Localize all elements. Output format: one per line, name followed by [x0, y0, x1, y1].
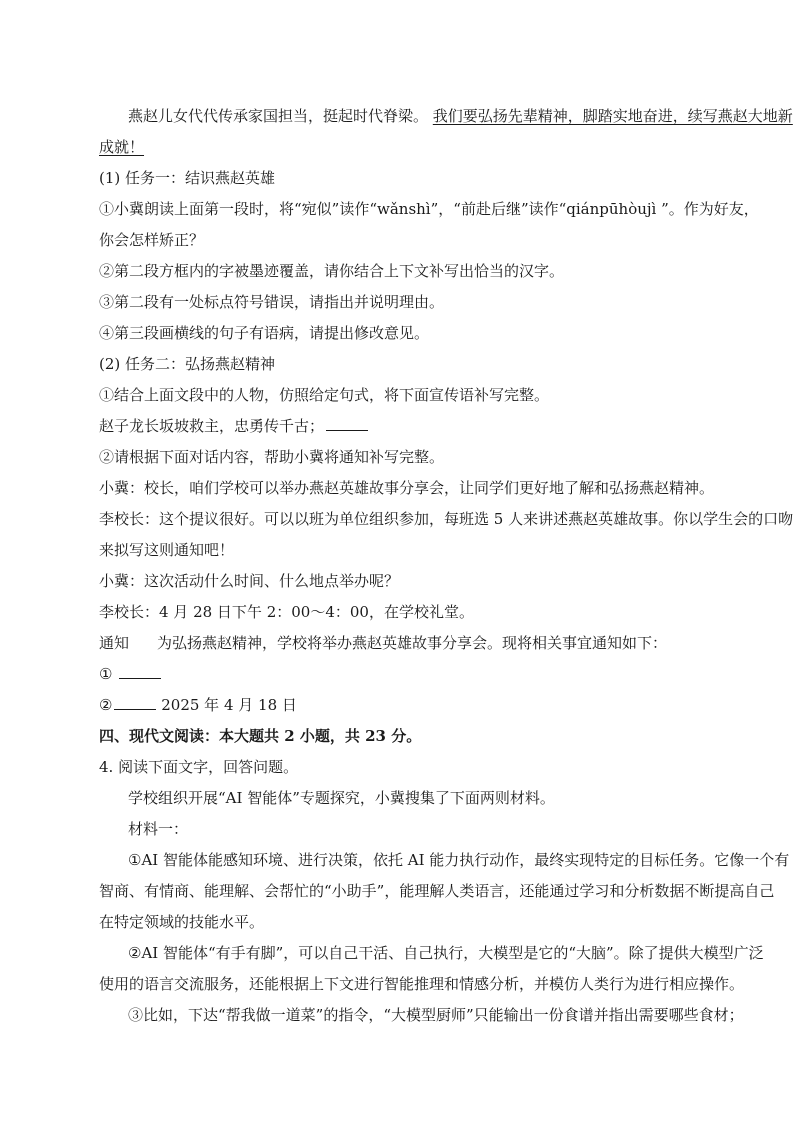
material-label: 材料一：: [128, 820, 189, 838]
question-line: ②请根据下面对话内容，帮助小冀将通知补写完整。: [99, 448, 445, 466]
answer-blank[interactable]: [114, 696, 156, 710]
notice-line: [99, 664, 161, 684]
paragraph-line: 智商、有情商、能理解、会帮忙的“小助手”，能理解人类语言，还能通过学习和分析数据不断提高自己: [99, 882, 775, 900]
dialogue-line: 小冀：这次活动什么时间、什么地点举办呢？: [99, 572, 400, 590]
question-line: ①小冀朗读上面第一段时，将“宛似”读作“wǎnshì”，“前赴后继”读作“qiánpūhòujì ”。作为好友，: [99, 200, 759, 218]
slogan-line: [99, 416, 368, 436]
text-run: 燕赵儿女代代传承家国担当，挺起时代脊梁。: [128, 107, 429, 125]
notice-body: 为弘扬燕赵精神，学校将举办燕赵英雄故事分享会。现将相关事宜通知如下：: [157, 634, 668, 652]
notice-line: [99, 695, 297, 715]
paragraph-line: 学校组织开展“AI 智能体”专题探究，小冀搜集了下面两则材料。: [128, 789, 555, 807]
item-number: ①: [99, 665, 113, 683]
underlined-sentence: 我们要弘扬先辈精神，脚踏实地奋进，续写燕赵大地新: [432, 107, 793, 125]
question-line: ④第三段画横线的句子有语病，请提出修改意见。: [99, 324, 430, 342]
notice-title: 通知: [99, 634, 130, 652]
slogan-text: 赵子龙长坂坡救主，忠勇传千古；: [99, 417, 325, 435]
answer-blank[interactable]: [326, 417, 368, 431]
dialogue-line: 李校长：4 月 28 日下午 2：00～4：00，在学校礼堂。: [99, 603, 474, 621]
dialogue-line: 来拟写这则通知吧！: [99, 541, 235, 559]
paragraph-line: ③比如，下达“帮我做一道菜”的指令，“大模型厨师”只能输出一份食谱并指出需要哪些食材；: [128, 1006, 744, 1024]
question-line: ①结合上面文段中的人物，仿照给定句式，将下面宣传语补写完整。: [99, 386, 550, 404]
paragraph-line: 使用的语言交流服务，还能根据上下文进行智能推理和情感分析，并模仿人类行为进行相应操作。: [99, 975, 745, 993]
question-line: 你会怎样矫正？: [99, 231, 205, 249]
dialogue-line: 李校长：这个提议很好。可以以班为单位组织参加，每班选 5 人来讲述燕赵英雄故事。你以学生会的口吻: [99, 510, 794, 528]
answer-blank[interactable]: [119, 665, 161, 679]
task-heading: (1) 任务一：结识燕赵英雄: [99, 169, 276, 187]
notice-date: 2025 年 4 月 18 日: [161, 696, 297, 714]
notice-line: [99, 633, 667, 653]
question-line: ③第二段有一处标点符号错误，请指出并说明理由。: [99, 293, 445, 311]
task-heading: (2) 任务二：弘扬燕赵精神: [99, 355, 276, 373]
paragraph-line: [128, 106, 793, 126]
underlined-sentence: 成就！: [99, 138, 145, 156]
dialogue-line: 小冀：校长，咱们学校可以举办燕赵英雄故事分享会，让同学们更好地了解和弘扬燕赵精神。: [99, 479, 715, 497]
question-line: 4. 阅读下面文字，回答问题。: [99, 758, 299, 776]
paragraph-line: ②AI 智能体“有手有脚”，可以自己干活、自己执行，大模型是它的“大脑”。除了提供大模型广泛: [128, 944, 764, 962]
paragraph-line: ①AI 智能体能感知环境、进行决策，依托 AI 能力执行动作，最终实现特定的目标任务。它像一个有: [128, 851, 790, 869]
paragraph-line: 在特定领域的技能水平。: [99, 913, 265, 931]
item-number: ②: [99, 696, 113, 714]
question-line: ②第二段方框内的字被墨迹覆盖，请你结合上下文补写出恰当的汉字。: [99, 262, 565, 280]
paragraph-line: [99, 137, 144, 157]
section-heading: 四、现代文阅读：本大题共 2 小题，共 23 分。: [99, 727, 422, 745]
